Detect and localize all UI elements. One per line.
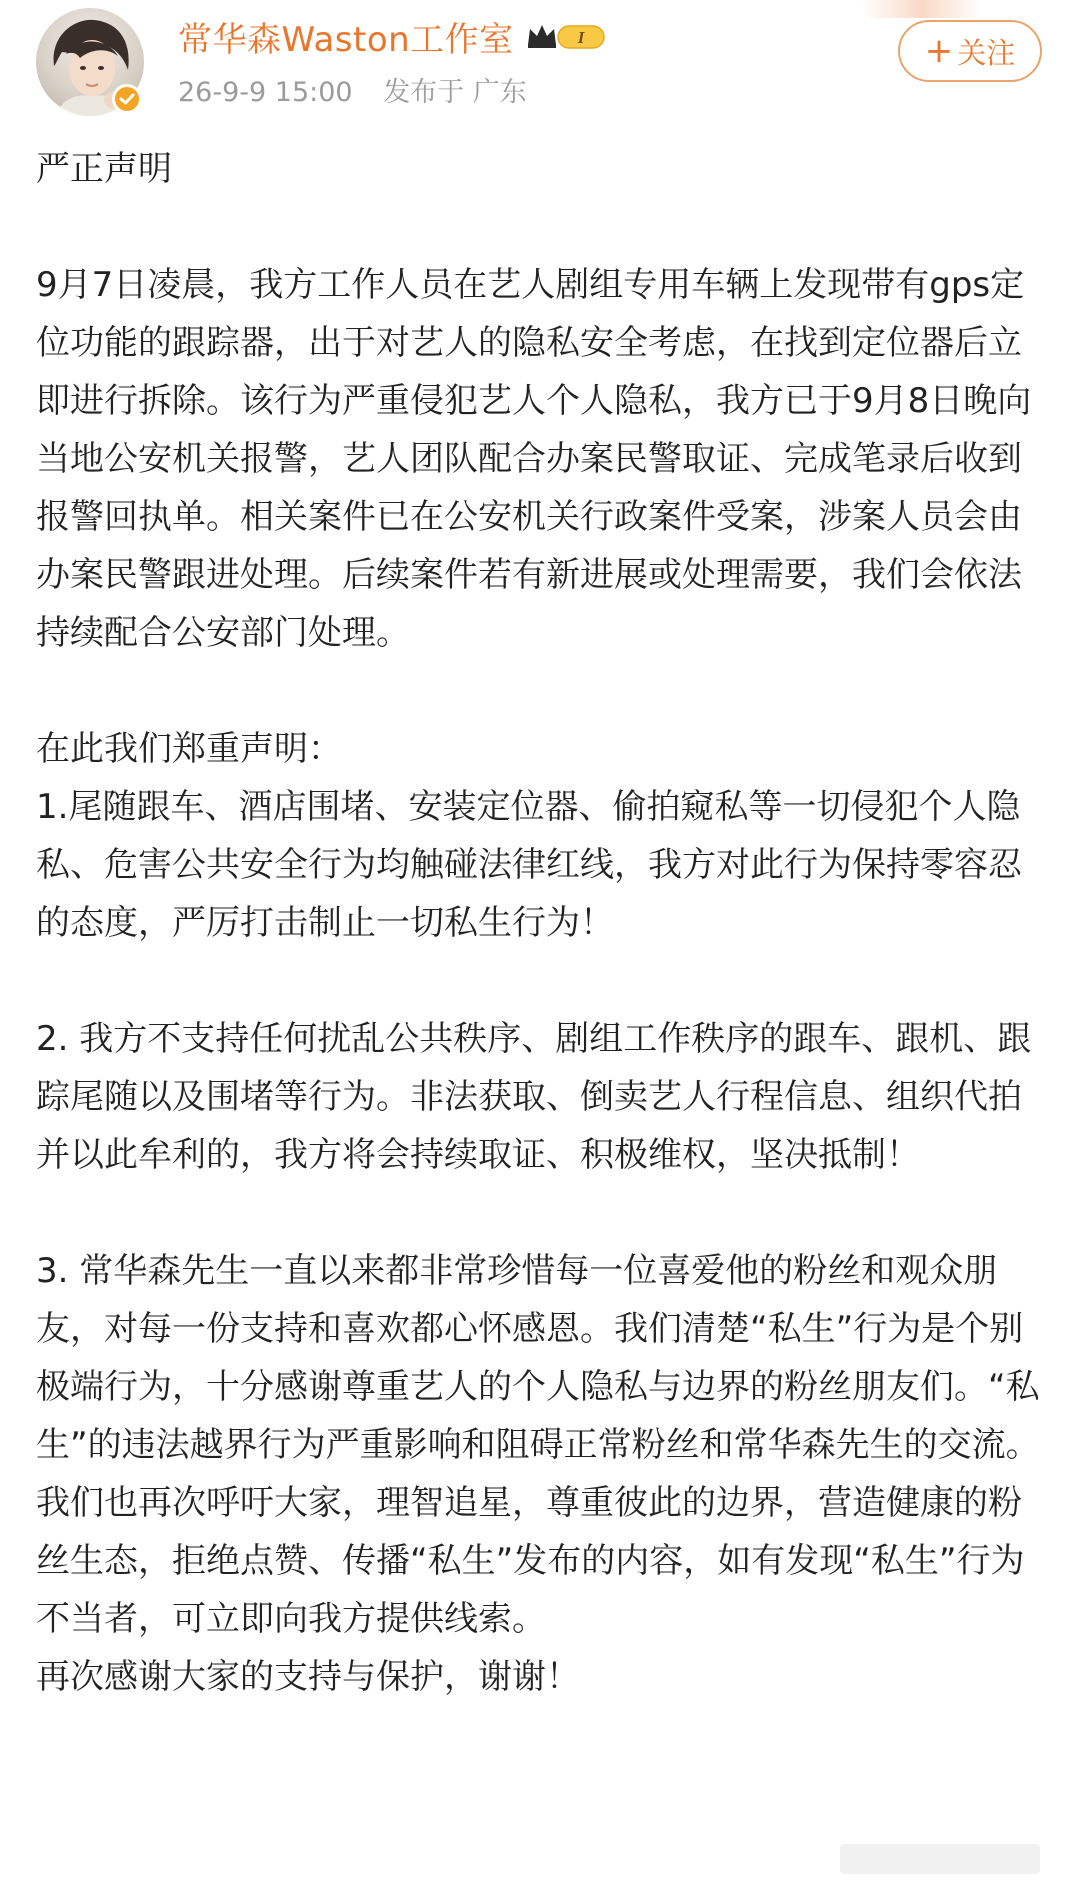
follow-button[interactable] — [898, 20, 1042, 82]
post-title: 严正声明 — [36, 149, 172, 189]
post-paragraph: 2. 我方不支持任何扰乱公共秩序、剧组工作秩序的跟车、跟机、跟踪尾随以及围堵等行为。非法获取、倒卖艺人行程信息、组织代拍并以此牟利的，我方将会持续取证、积极维权，坚决抵制！ — [36, 1019, 1032, 1175]
post-paragraph: 1.尾随跟车、酒店围堵、安装定位器、偷拍窥私等一切侵犯个人隐私、危害公共安全行为均触碰法律红线，我方对此行为保持零容忍的态度，严厉打击制止一切私生行为！ — [36, 787, 1022, 943]
post-paragraph: 3. 常华森先生一直以来都非常珍惜每一位喜爱他的粉丝和观众朋友，对每一份支持和喜欢都心怀感恩。我们清楚“私生”行为是个别极端行为，十分感谢尊重艺人的个人隐私与边界的粉丝朋友们。“私生”的违法越界行为严重影响和阻碍正常粉丝和常华森先生的交流。我们也再次呼吁大家，理智追星，尊重彼此的边界，营造健康的粉丝生态，拒绝点赞、传播“私生”发布的内容，如有发现“私生”行为不当者，可立即向我方提供线索。 — [36, 1251, 1040, 1639]
crown-level-icon[interactable] — [526, 21, 606, 51]
post-paragraph: 9月7日凌晨，我方工作人员在艺人剧组专用车辆上发现带有gps定位功能的跟踪器，出于对艺人的隐私安全考虑，在找到定位器后立即进行拆除。该行为严重侵犯艺人个人隐私，我方已于9月8日晚向当地公安机关报警，艺人团队配合办案民警取证、完成笔录后收到报警回执单。相关案件已在公安机关行政案件受案，涉案人员会由办案民警跟进处理。后续案件若有新进展或处理需要，我们会依法持续配合公安部门处理。 — [36, 265, 1032, 653]
post-location: 发布于 广东 — [383, 77, 527, 108]
user-name[interactable]: 常华森Waston工作室 — [178, 19, 514, 60]
post-content — [36, 140, 1048, 1706]
post-meta — [178, 70, 527, 109]
plus-icon: + — [924, 31, 954, 71]
crown-level-text: I — [577, 28, 584, 47]
post-header — [0, 0, 1080, 130]
watermark — [840, 1844, 1040, 1874]
user-name-row — [178, 14, 606, 58]
header-decoration — [862, 0, 982, 18]
post-timestamp: 26-9-9 15:00 — [178, 77, 353, 108]
post-paragraph: 在此我们郑重声明： — [36, 729, 342, 769]
post-paragraph: 再次感谢大家的支持与保护，谢谢！ — [36, 1657, 580, 1697]
follow-button-label: 关注 — [957, 35, 1016, 70]
verified-icon — [112, 84, 142, 114]
